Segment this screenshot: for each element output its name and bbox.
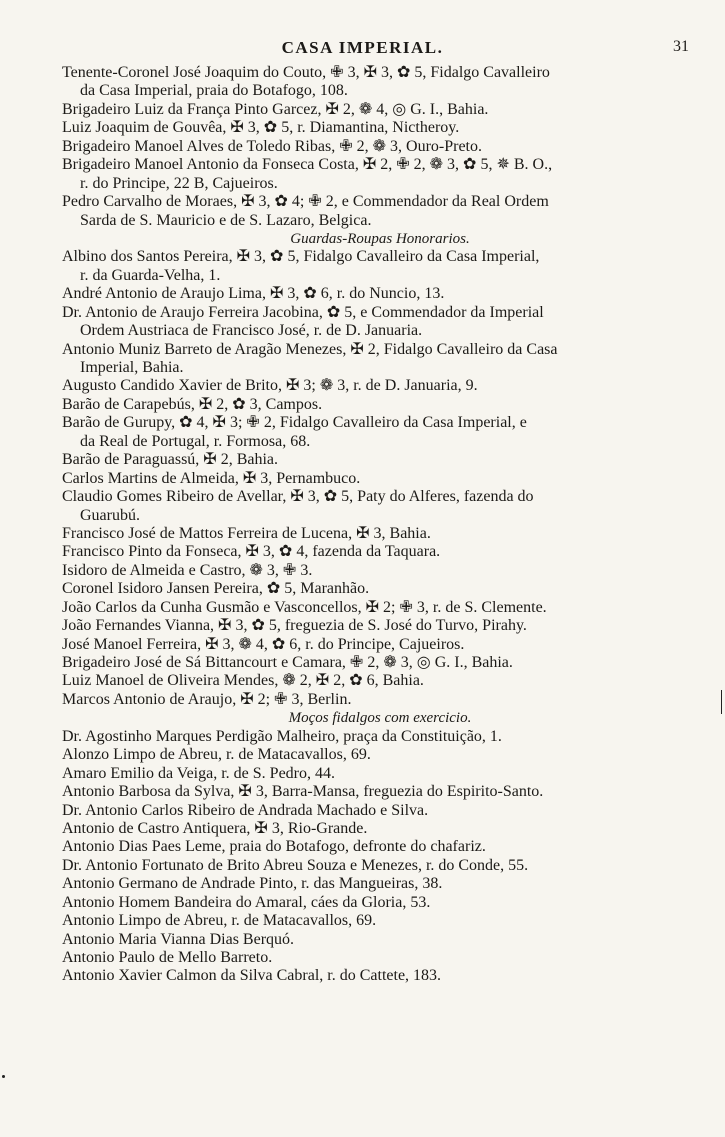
section-heading: Moços fidalgos com exercicio. <box>288 710 472 727</box>
entry-line: Brigadeiro Manoel Alves de Toledo Ribas, ✙ 2, ❁ 3, Ouro-Preto. <box>62 137 482 155</box>
entry-line: da Casa Imperial, praia do Botafogo, 108. <box>80 82 348 100</box>
entry-line: da Real de Portugal, r. Formosa, 68. <box>80 432 311 450</box>
entry-line: Antonio Limpo de Abreu, r. de Matacavallos, 69. <box>62 912 377 930</box>
entry-line: Amaro Emilio da Veiga, r. de S. Pedro, 44. <box>62 764 335 782</box>
entry-line: Brigadeiro Luiz da França Pinto Garcez, ✠ 2, ❁ 4, ◎ G. I., Bahia. <box>62 100 489 118</box>
entry-line: Alonzo Limpo de Abreu, r. de Matacavallos, 69. <box>62 746 371 764</box>
entry-line: Imperial, Bahia. <box>80 359 184 376</box>
entry-line: Tenente-Coronel José Joaquim do Couto, ✙ 3, ✠ 3, ✿ 5, Fidalgo Cavalleiro <box>62 64 550 81</box>
entry-line: João Carlos da Cunha Gusmão e Vasconcellos, ✠ 2; ✙ 3, r. de S. Clemente. <box>62 598 547 616</box>
entry-line: Claudio Gomes Ribeiro de Avellar, ✠ 3, ✿ 5, Paty do Alferes, fazenda do <box>62 488 534 506</box>
running-title: CASA IMPERIAL. <box>281 38 444 57</box>
entry-line: Ordem Austriaca de Francisco José, r. de D. Januaria. <box>80 322 423 340</box>
entry-line: Sarda de S. Mauricio e de S. Lazaro, Belgica. <box>80 211 372 229</box>
entry-line: Brigadeiro Manoel Antonio da Fonseca Costa, ✠ 2, ✙ 2, ❁ 3, ✿ 5, ✵ B. O., <box>62 156 553 174</box>
margin-mark <box>721 690 722 714</box>
entry-line: Coronel Isidoro Jansen Pereira, ✿ 5, Maranhão. <box>62 580 370 598</box>
entry-line: Antonio de Castro Antiquera, ✠ 3, Rio-Grande. <box>62 819 368 837</box>
entry-line: Francisco José de Mattos Ferreira de Lucena, ✠ 3, Bahia. <box>62 524 431 542</box>
running-head <box>0 38 725 60</box>
entry-line: Francisco Pinto da Fonseca, ✠ 3, ✿ 4, fazenda da Taquara. <box>62 543 441 561</box>
entry-line: Antonio Muniz Barreto de Aragão Menezes, ✠ 2, Fidalgo Cavalleiro da Casa <box>62 340 558 358</box>
entry-line: r. da Guarda-Velha, 1. <box>80 266 221 284</box>
entry-line: Barão de Gurupy, ✿ 4, ✠ 3; ✙ 2, Fidalgo Cavalleiro da Casa Imperial, e <box>62 414 527 432</box>
entry-line: Antonio Dias Paes Leme, praia do Botafogo, defronte do chafariz. <box>62 838 486 856</box>
entry-line: Guarubú. <box>80 506 140 524</box>
entry-line: Carlos Martins de Almeida, ✠ 3, Pernambuco. <box>62 469 361 487</box>
margin-speck <box>2 1075 5 1078</box>
entry-line: André Antonio de Araujo Lima, ✠ 3, ✿ 6, r. do Nuncio, 13. <box>62 285 445 303</box>
entry-line: Antonio Homem Bandeira do Amaral, cáes da Gloria, 53. <box>62 893 431 911</box>
entry-line: Isidoro de Almeida e Castro, ❁ 3, ✙ 3. <box>62 561 313 579</box>
entry-line: Luiz Joaquim de Gouvêa, ✠ 3, ✿ 5, r. Diamantina, Nictheroy. <box>62 119 460 137</box>
entry-line: Dr. Agostinho Marques Perdigão Malheiro, praça da Constituição, 1. <box>62 727 502 745</box>
entry-line: Albino dos Santos Pereira, ✠ 3, ✿ 5, Fidalgo Cavalleiro da Casa Imperial, <box>62 248 540 266</box>
entry-line: Antonio Xavier Calmon da Silva Cabral, r. do Cattete, 183. <box>62 967 442 985</box>
entry-line: Antonio Paulo de Mello Barreto. <box>62 949 273 966</box>
entry-line: Marcos Antonio de Araujo, ✠ 2; ✙ 3, Berlin. <box>62 690 352 708</box>
entry-line: José Manoel Ferreira, ✠ 3, ❁ 4, ✿ 6, r. do Principe, Cajueiros. <box>62 635 465 653</box>
entry-line: Barão de Carapebús, ✠ 2, ✿ 3, Campos. <box>62 395 323 413</box>
entry-line: Pedro Carvalho de Moraes, ✠ 3, ✿ 4; ✙ 2, e Commendador da Real Ordem <box>62 193 549 211</box>
page-number: 31 <box>673 38 689 55</box>
entry-list <box>62 64 698 986</box>
entry-line: Dr. Antonio Fortunato de Brito Abreu Souza e Menezes, r. do Conde, 55. <box>62 856 529 874</box>
entry-line: Augusto Candido Xavier de Brito, ✠ 3; ❁ 3, r. de D. Januaria, 9. <box>62 377 478 395</box>
entry-line: r. do Principe, 22 B, Cajueiros. <box>80 174 278 192</box>
entry-line: Antonio Barbosa da Sylva, ✠ 3, Barra-Mansa, freguezia do Espirito-Santo. <box>62 783 544 801</box>
entry-line: Antonio Germano de Andrade Pinto, r. das Mangueiras, 38. <box>62 875 443 893</box>
entry-line: Luiz Manoel de Oliveira Mendes, ❁ 2, ✠ 2, ✿ 6, Bahia. <box>62 672 424 690</box>
entry-line: Barão de Paraguassú, ✠ 2, Bahia. <box>62 451 279 469</box>
entry-line: Brigadeiro José de Sá Bittancourt e Camara, ✙ 2, ❁ 3, ◎ G. I., Bahia. <box>62 654 513 671</box>
entry-line: João Fernandes Vianna, ✠ 3, ✿ 5, freguezia de S. José do Turvo, Pirahy. <box>62 617 527 635</box>
entry-line: Antonio Maria Vianna Dias Berquó. <box>62 930 295 948</box>
section-heading: Guardas-Roupas Honorarios. <box>290 230 470 247</box>
entry-line: Dr. Antonio Carlos Ribeiro de Andrada Machado e Silva. <box>62 801 429 819</box>
entry-line: Dr. Antonio de Araujo Ferreira Jacobina, ✿ 5, e Commendador da Imperial <box>62 303 544 321</box>
